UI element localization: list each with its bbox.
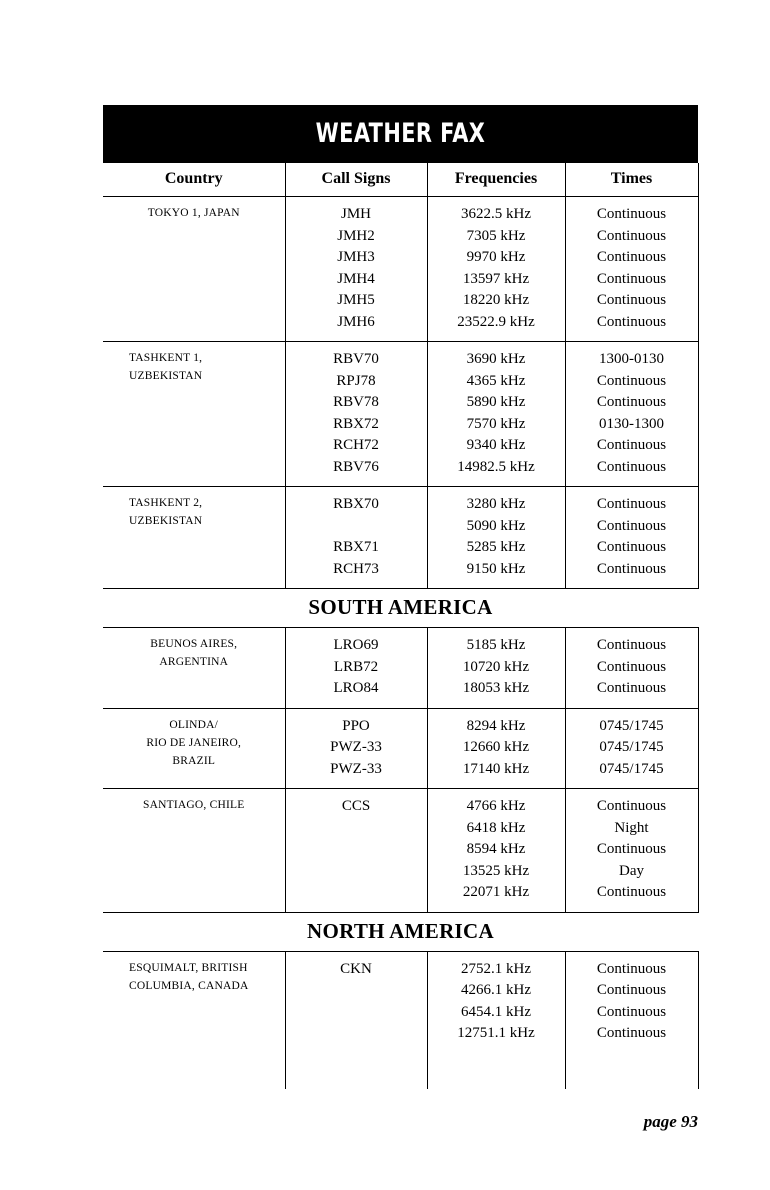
- cell-times: Continuous Continuous Continuous: [565, 628, 698, 709]
- cell-call-signs: RBX70 RBX71 RCH73: [285, 487, 427, 589]
- cell-frequencies: 3280 kHz 5090 kHz 5285 kHz 9150 kHz: [427, 487, 565, 589]
- cell-frequencies: 3622.5 kHz 7305 kHz 9970 kHz 13597 kHz 18220 kHz 23522.9 kHz: [427, 197, 565, 342]
- table-row: [103, 628, 698, 709]
- cell-frequencies: 2752.1 kHz 4266.1 kHz 6454.1 kHz 12751.1 kHz: [427, 951, 565, 1089]
- cell-country: SANTIAGO, CHILE: [103, 789, 285, 913]
- cell-times: 0745/1745 0745/1745 0745/1745: [565, 708, 698, 789]
- column-header-times: Times: [565, 163, 698, 197]
- weather-fax-banner: [103, 105, 698, 163]
- table-section-row: [103, 589, 698, 628]
- banner-title: WEATHER FAX: [145, 105, 657, 163]
- cell-frequencies: 4766 kHz 6418 kHz 8594 kHz 13525 kHz 22071 kHz: [427, 789, 565, 913]
- table-section-row: [103, 912, 698, 951]
- cell-times: 1300-0130 Continuous Continuous 0130-1300 Continuous Continuous: [565, 342, 698, 487]
- cell-country: ESQUIMALT, BRITISH COLUMBIA, CANADA: [103, 951, 285, 1089]
- cell-country: TASHKENT 1, UZBEKISTAN: [103, 342, 285, 487]
- weather-fax-table-container: [103, 105, 698, 1089]
- cell-times: Continuous Continuous Continuous Continuous Continuous Continuous: [565, 197, 698, 342]
- weather-fax-table: [103, 163, 699, 1089]
- cell-times: Continuous Night Continuous Day Continuous: [565, 789, 698, 913]
- table-row: [103, 342, 698, 487]
- cell-country: TASHKENT 2, UZBEKISTAN: [103, 487, 285, 589]
- cell-frequencies: 8294 kHz 12660 kHz 17140 kHz: [427, 708, 565, 789]
- cell-frequencies: 5185 kHz 10720 kHz 18053 kHz: [427, 628, 565, 709]
- cell-call-signs: RBV70 RPJ78 RBV78 RBX72 RCH72 RBV76: [285, 342, 427, 487]
- cell-country: TOKYO 1, JAPAN: [103, 197, 285, 342]
- cell-call-signs: CKN: [285, 951, 427, 1089]
- cell-times: Continuous Continuous Continuous Continuous: [565, 951, 698, 1089]
- section-title: SOUTH AMERICA: [103, 589, 698, 628]
- cell-country: BEUNOS AIRES, ARGENTINA: [103, 628, 285, 709]
- table-row: [103, 789, 698, 913]
- cell-country: OLINDA/ RIO DE JANEIRO, BRAZIL: [103, 708, 285, 789]
- table-row: [103, 951, 698, 1089]
- section-title: NORTH AMERICA: [103, 912, 698, 951]
- column-header-call-signs: Call Signs: [285, 163, 427, 197]
- cell-call-signs: CCS: [285, 789, 427, 913]
- cell-call-signs: JMH JMH2 JMH3 JMH4 JMH5 JMH6: [285, 197, 427, 342]
- table-row: [103, 487, 698, 589]
- cell-call-signs: LRO69 LRB72 LRO84: [285, 628, 427, 709]
- column-header-country: Country: [103, 163, 285, 197]
- cell-frequencies: 3690 kHz 4365 kHz 5890 kHz 7570 kHz 9340 kHz 14982.5 kHz: [427, 342, 565, 487]
- table-header-row: [103, 163, 698, 197]
- cell-times: Continuous Continuous Continuous Continuous: [565, 487, 698, 589]
- cell-call-signs: PPO PWZ-33 PWZ-33: [285, 708, 427, 789]
- table-body: [103, 197, 698, 1089]
- page-number: page 93: [643, 1112, 698, 1131]
- table-row: [103, 197, 698, 342]
- table-row: [103, 708, 698, 789]
- column-header-frequencies: Frequencies: [427, 163, 565, 197]
- table-header: [103, 163, 698, 197]
